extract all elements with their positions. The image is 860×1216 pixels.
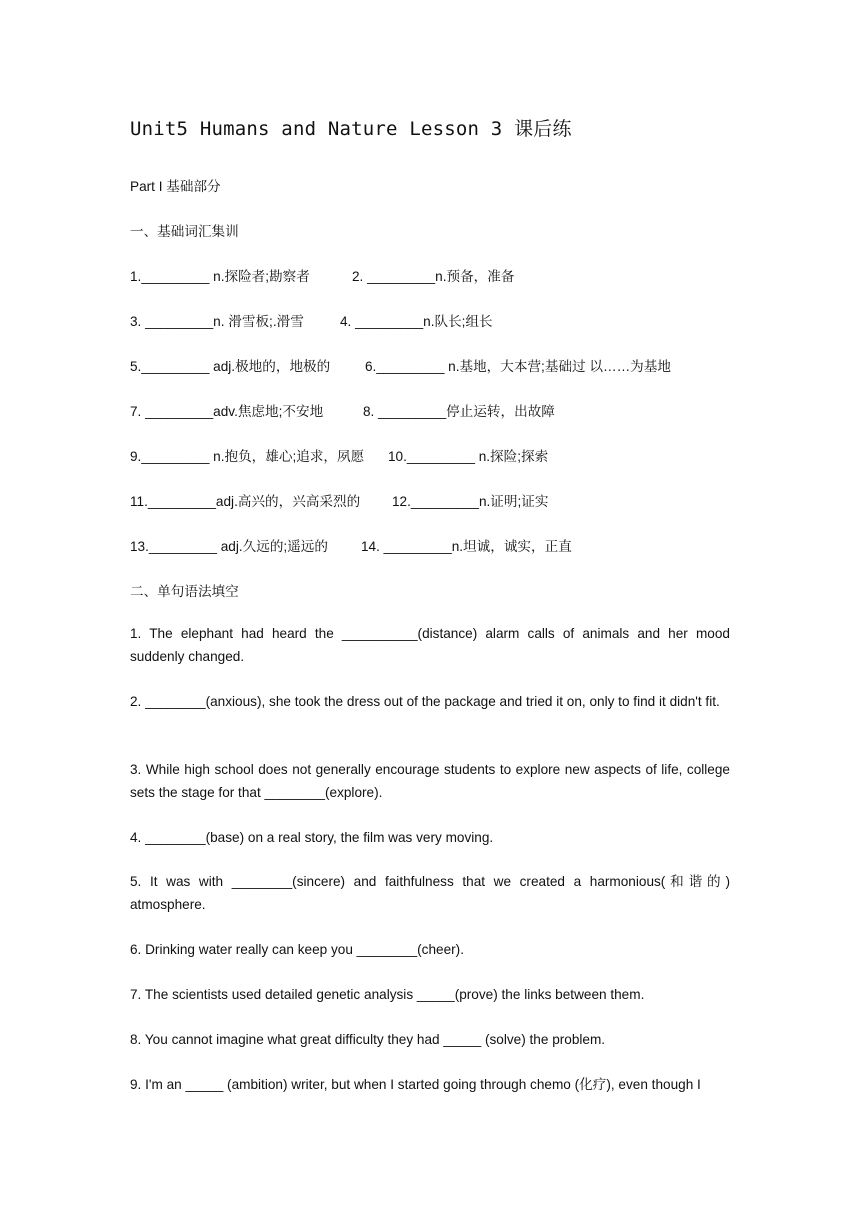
question-item: 4. ________(base) on a real story, the film was very moving. (130, 830, 494, 845)
vocab-item: 12._________n.证明;证实 (392, 494, 549, 509)
section-heading-vocabulary: 一、基础词汇集训 (130, 224, 239, 239)
vocab-item: 3. _________n. 滑雪板;.滑雪 (130, 314, 304, 329)
question-item: 6. Drinking water really can keep you ________(cheer). (130, 942, 464, 957)
vocab-item: 13._________ adj.久远的;遥远的 (130, 539, 328, 554)
question-item: 1. The elephant had heard the __________(distance) alarm calls of animals and her mood suddenly changed. (130, 626, 730, 664)
question-item: 2. ________(anxious), she took the dress out of the package and tried it on, only to find it didn't fit. (130, 694, 720, 709)
question-item: 3. While high school does not generally encourage students to explore new aspects of life, college sets the stage for that ________(explore). (130, 762, 730, 800)
question-item: 7. The scientists used detailed genetic analysis _____(prove) the links between them. (130, 987, 645, 1002)
vocab-item: 14. _________n.坦诚，诚实，正直 (361, 539, 572, 554)
vocab-item: 6._________ n.基地，大本营;基础过 以……为基地 (365, 359, 671, 374)
vocab-item: 8. _________停止运转，出故障 (363, 404, 555, 419)
vocab-item: 1._________ n.探险者;勘察者 (130, 269, 310, 284)
question-item: 5. It was with ________(sincere) and faithfulness that we created a harmonious(和谐的) atmosphere. (130, 874, 730, 912)
part-heading: Part I 基础部分 (130, 179, 221, 194)
vocab-item: 2. _________n.预备，准备 (352, 269, 515, 284)
section-heading-grammar: 二、单句语法填空 (130, 584, 239, 599)
document-title: Unit5 Humans and Nature Lesson 3 课后练 (130, 118, 572, 140)
vocab-item: 11._________adj.高兴的，兴高采烈的 (130, 494, 361, 509)
vocab-item: 10._________ n.探险;探索 (388, 449, 549, 464)
vocab-item: 5._________ adj.极地的，地极的 (130, 359, 331, 374)
vocab-item: 4. _________n.队长;组长 (340, 314, 493, 329)
vocab-item: 9._________ n.抱负，雄心;追求，夙愿 (130, 449, 365, 464)
question-item: 9. I'm an _____ (ambition) writer, but when I started going through chemo (化疗), even though I (130, 1077, 701, 1092)
question-item: 8. You cannot imagine what great difficulty they had _____ (solve) the problem. (130, 1032, 606, 1047)
vocab-item: 7. _________adv.焦虑地;不安地 (130, 404, 324, 419)
